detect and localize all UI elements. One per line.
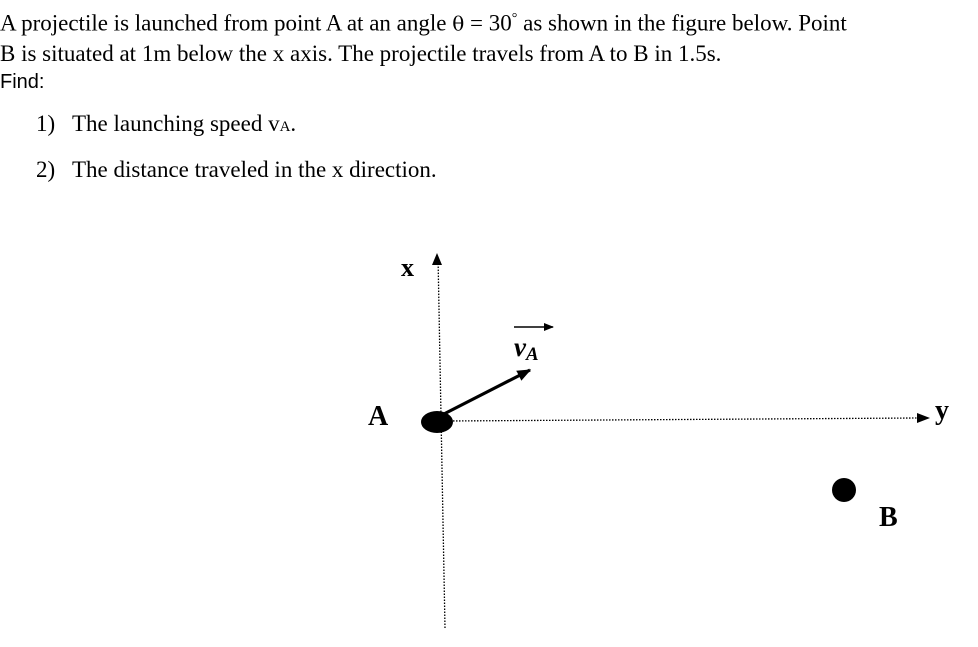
find-label: Find: (0, 70, 45, 93)
question-number: 1) (36, 111, 56, 136)
point-b-dot (832, 478, 856, 502)
problem-line-2: B is situated at 1m below the x axis. The projectile travels from A to B in 1.5s. (0, 40, 722, 66)
point-a-label: A (368, 401, 389, 432)
horizontal-axis-label: y (935, 395, 949, 426)
question-number: 2) (36, 157, 56, 182)
horizontal-axis-arrowhead (917, 413, 930, 423)
problem-text: A projectile is launched from point A at an angle (0, 10, 453, 36)
question-text: The launching speed v (72, 111, 280, 136)
question-subscript: A (279, 119, 291, 135)
velocity-label-letter: v (514, 332, 526, 362)
question-suffix: . (290, 111, 297, 136)
vertical-axis-line (438, 256, 445, 628)
velocity-vector-arrow (440, 370, 530, 416)
velocity-label-subscript: A (525, 344, 539, 365)
point-b-label: B (879, 502, 898, 533)
velocity-label (514, 332, 539, 365)
question-text: The distance traveled in the x direction. (72, 157, 437, 182)
point-a-dot (421, 411, 453, 433)
vertical-axis-label: x (401, 253, 414, 282)
problem-text: as shown in the figure below. Point (517, 10, 847, 36)
angle-value: = 30 (464, 10, 512, 36)
theta-symbol: θ (452, 11, 465, 36)
horizontal-axis-line (447, 418, 917, 421)
degree-symbol: ° (511, 11, 518, 26)
vertical-axis-arrowhead (432, 253, 442, 265)
